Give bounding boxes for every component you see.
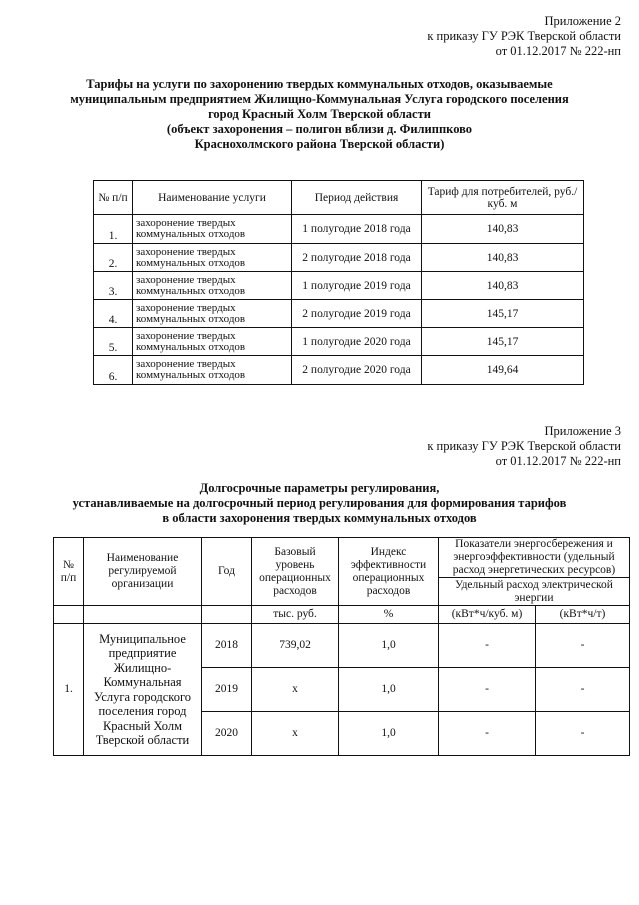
row-tariff: 140,83 xyxy=(422,272,584,300)
row-year: 2020 xyxy=(202,712,252,756)
parameters-title-line: в области захоронения твердых коммунальных отходов xyxy=(162,511,477,525)
appendix-3-label: Приложение 3 xyxy=(544,424,621,438)
row-num: 6. xyxy=(94,356,133,385)
row-tariff: 149,64 xyxy=(422,356,584,385)
header-tariff: Тариф для потребителей, руб./куб. м xyxy=(422,181,584,215)
header-org: Наименование регулируемой организации xyxy=(84,538,202,606)
row-year: 2018 xyxy=(202,624,252,668)
appendix-3-header xyxy=(427,424,621,469)
unit-energy-per-t: (кВт*ч/т) xyxy=(536,606,630,624)
org-name: Муниципальное предприятие Жилищно-Коммунальная Услуга городского поселения город Красный Холм Тверской области xyxy=(84,624,202,756)
row-energy-per-m3: - xyxy=(439,624,536,668)
row-index: 1,0 xyxy=(339,668,439,712)
row-period: 2 полугодие 2020 года xyxy=(292,356,422,385)
header-period: Период действия xyxy=(292,181,422,215)
tariff-title-line: Тарифы на услуги по захоронению твердых коммунальных отходов, оказываемые xyxy=(86,77,553,91)
row-year: 2019 xyxy=(202,668,252,712)
parameters-table xyxy=(53,537,630,756)
tariff-title-line: (объект захоронения – полигон вблизи д. Филиппково xyxy=(166,122,473,136)
row-service: захоронение твердых коммунальных отходов xyxy=(133,328,292,356)
appendix-3-date: от 01.12.2017 № 222-нп xyxy=(495,454,621,468)
tariff-row xyxy=(94,328,584,356)
row-period: 2 полугодие 2018 года xyxy=(292,244,422,272)
row-service: захоронение твердых коммунальных отходов xyxy=(133,272,292,300)
tariff-row xyxy=(94,272,584,300)
tariff-row xyxy=(94,244,584,272)
parameters-row xyxy=(54,624,630,668)
parameters-title-line: Долгосрочные параметры регулирования, xyxy=(199,481,440,495)
row-energy-per-t: - xyxy=(536,624,630,668)
row-num: 2. xyxy=(94,244,133,272)
unit-empty xyxy=(54,606,84,624)
tariff-table-header xyxy=(94,181,584,215)
header-num: № п/п xyxy=(54,538,84,606)
header-energy: Показатели энергосбережения и энергоэффективности (удельный расход энергетических ресурсов) xyxy=(439,538,630,578)
unit-empty xyxy=(84,606,202,624)
row-period: 2 полугодие 2019 года xyxy=(292,300,422,328)
row-service: захоронение твердых коммунальных отходов xyxy=(133,300,292,328)
row-energy-per-t: - xyxy=(536,712,630,756)
row-tariff: 140,83 xyxy=(422,244,584,272)
row-tariff: 140,83 xyxy=(422,215,584,244)
row-base: х xyxy=(252,668,339,712)
tariff-title-line: муниципальным предприятием Жилищно-Коммунальная Услуга городского поселения xyxy=(70,92,569,106)
unit-empty xyxy=(202,606,252,624)
appendix-2-header xyxy=(427,14,621,59)
row-num: 1. xyxy=(94,215,133,244)
tariff-title-line: город Красный Холм Тверской области xyxy=(208,107,431,121)
unit-base: тыс. руб. xyxy=(252,606,339,624)
row-period: 1 полугодие 2019 года xyxy=(292,272,422,300)
row-period: 1 полугодие 2018 года xyxy=(292,215,422,244)
row-service: захоронение твердых коммунальных отходов xyxy=(133,244,292,272)
row-index: 1,0 xyxy=(339,712,439,756)
header-efficiency-index: Индекс эффективности операционных расходов xyxy=(339,538,439,606)
tariff-row xyxy=(94,215,584,244)
row-service: захоронение твердых коммунальных отходов xyxy=(133,356,292,385)
row-base: 739,02 xyxy=(252,624,339,668)
row-energy-per-t: - xyxy=(536,668,630,712)
tariff-row xyxy=(94,300,584,328)
tariff-title xyxy=(0,77,639,152)
header-service: Наименование услуги xyxy=(133,181,292,215)
parameters-title-line: устанавливаемые на долгосрочный период регулирования для формирования тарифов xyxy=(72,496,567,510)
appendix-2-order: к приказу ГУ РЭК Тверской области xyxy=(427,29,621,43)
header-electricity: Удельный расход электрической энергии xyxy=(439,578,630,606)
row-tariff: 145,17 xyxy=(422,300,584,328)
header-year: Год xyxy=(202,538,252,606)
unit-energy-per-m3: (кВт*ч/куб. м) xyxy=(439,606,536,624)
appendix-3-order: к приказу ГУ РЭК Тверской области xyxy=(427,439,621,453)
row-energy-per-m3: - xyxy=(439,712,536,756)
parameters-title xyxy=(0,481,639,526)
row-period: 1 полугодие 2020 года xyxy=(292,328,422,356)
appendix-2-label: Приложение 2 xyxy=(544,14,621,28)
row-num: 3. xyxy=(94,272,133,300)
row-base: х xyxy=(252,712,339,756)
header-base-expenses: Базовый уровень операционных расходов xyxy=(252,538,339,606)
appendix-2-date: от 01.12.2017 № 222-нп xyxy=(495,44,621,58)
row-tariff: 145,17 xyxy=(422,328,584,356)
tariff-title-line: Краснохолмского района Тверской области) xyxy=(194,137,445,151)
row-service: захоронение твердых коммунальных отходов xyxy=(133,215,292,244)
tariff-row xyxy=(94,356,584,385)
row-num: 5. xyxy=(94,328,133,356)
row-energy-per-m3: - xyxy=(439,668,536,712)
row-num: 4. xyxy=(94,300,133,328)
org-num: 1. xyxy=(54,624,84,756)
unit-index: % xyxy=(339,606,439,624)
header-num: № п/п xyxy=(94,181,133,215)
tariff-table xyxy=(93,180,584,385)
row-index: 1,0 xyxy=(339,624,439,668)
